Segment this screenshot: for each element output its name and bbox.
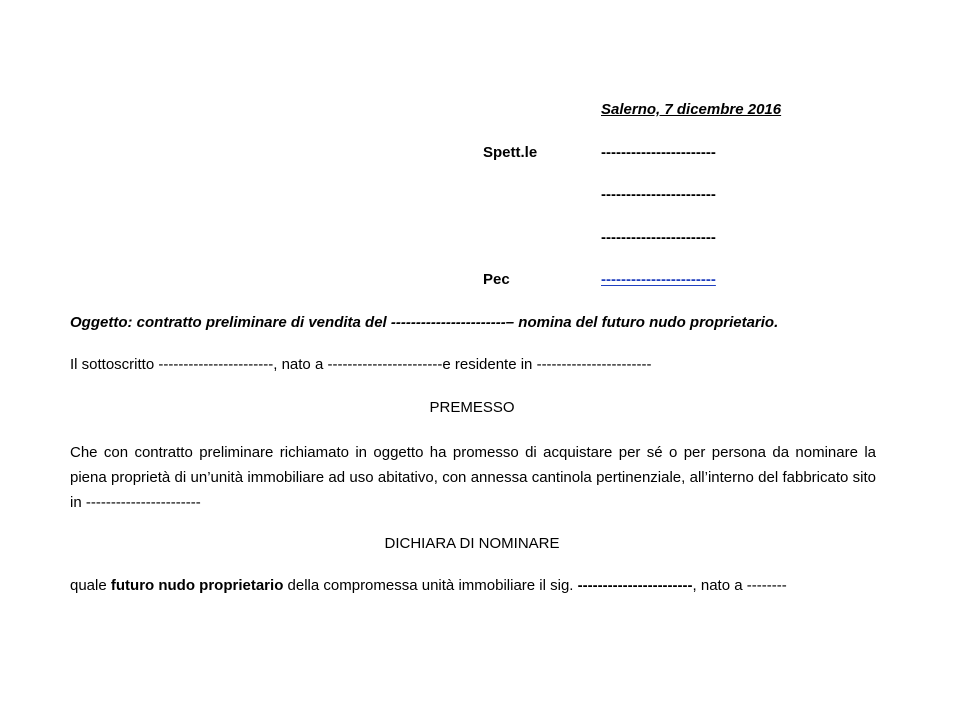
final-bold-1: futuro nudo proprietario: [110, 577, 284, 594]
spett-label: Spett.le: [483, 144, 538, 161]
final-line: [70, 577, 787, 595]
intro-line: Il sottoscritto -----------------------, nato a -----------------------e residente in -----------------------: [70, 356, 652, 373]
recipient-line-2: -----------------------: [601, 186, 716, 203]
final-part-2: della compromessa unità immobiliare il sig.: [283, 577, 578, 594]
final-bold-2: -----------------------: [577, 577, 693, 594]
premesso-heading: PREMESSO: [429, 399, 515, 416]
subject-prefix: Oggetto: contratto preliminare di vendita del: [70, 314, 391, 331]
recipient-line-3: -----------------------: [601, 229, 716, 246]
pec-link[interactable]: -----------------------: [601, 271, 716, 288]
subject-dashes: -----------------------: [390, 314, 506, 331]
pec-label: Pec: [483, 271, 510, 288]
final-part-3: , nato a --------: [692, 577, 787, 594]
subject-line: [70, 314, 778, 332]
subject-suffix: – nomina del futuro nudo proprietario.: [505, 314, 779, 331]
dichiara-heading: DICHIARA DI NOMINARE: [384, 535, 560, 552]
final-part-1: quale: [70, 577, 111, 594]
premesso-paragraph: Che con contratto preliminare richiamato in oggetto ha promesso di acquistare per sé o per persona da nominare la piena proprietà di un’unità immobiliare ad uso abitativo, con annessa cantinola pertinenziale, all’interno del fabbricato sito in -----------------------: [70, 444, 876, 511]
recipient-line-1: -----------------------: [601, 144, 716, 161]
document-date: Salerno, 7 dicembre 2016: [601, 101, 782, 118]
